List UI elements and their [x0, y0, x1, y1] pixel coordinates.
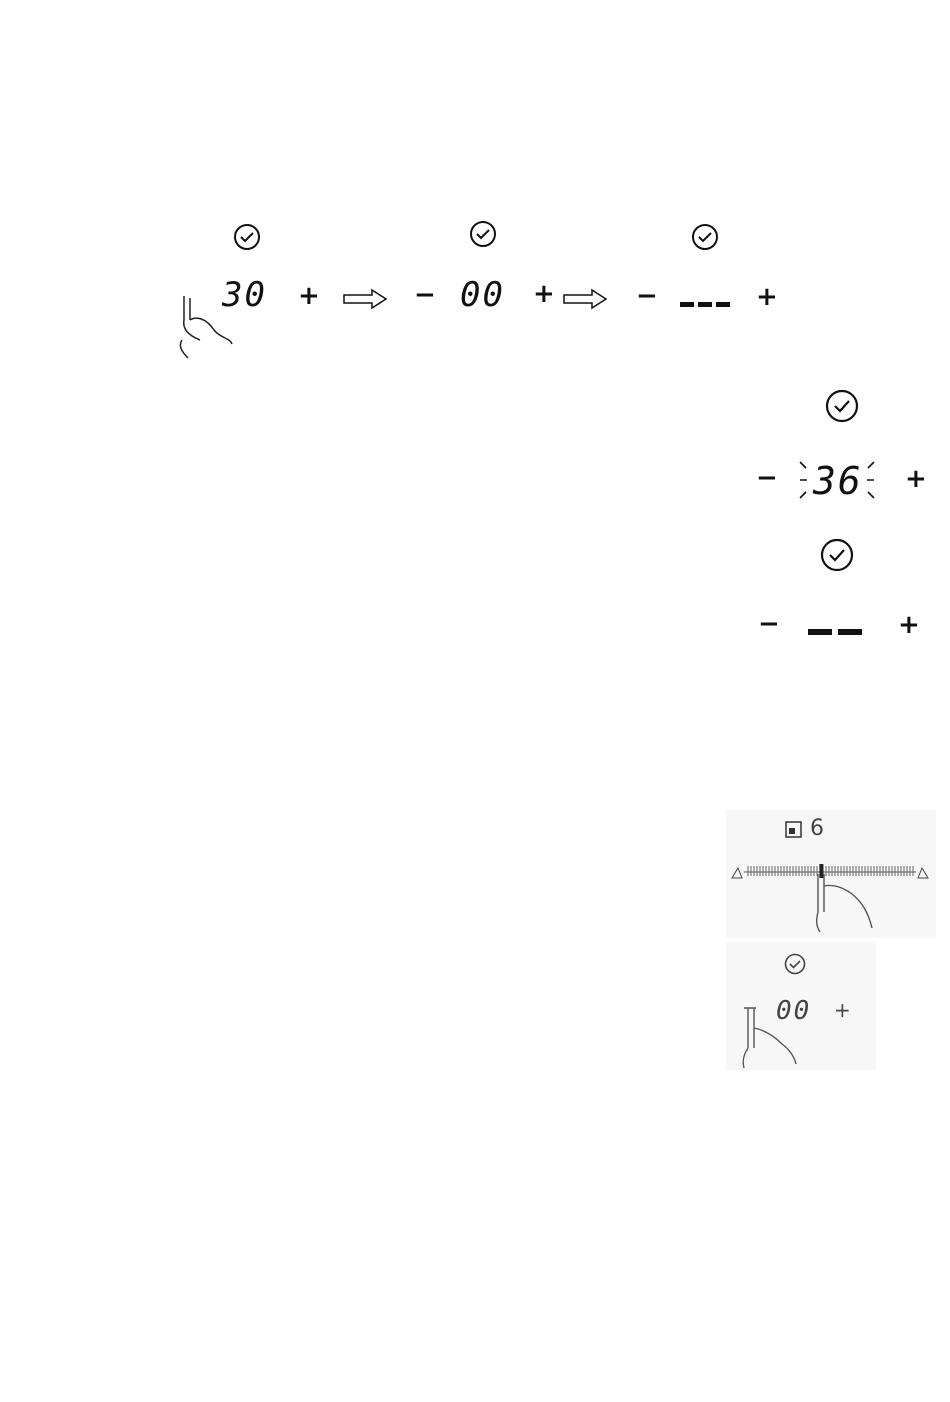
timer-display-small: 00 — [776, 996, 812, 1026]
plus-button-step2[interactable]: + — [533, 279, 555, 309]
minus-button[interactable]: − — [758, 609, 780, 639]
timer-icon — [783, 952, 807, 980]
timer-off-dashes — [680, 294, 730, 313]
arrow-right-icon — [342, 288, 390, 314]
timer-display-blinking: 36 — [813, 459, 863, 503]
timer-small-panel — [726, 942, 876, 1070]
finger-touch-icon — [736, 1004, 802, 1074]
plus-button-step3[interactable]: + — [756, 282, 778, 312]
minus-button-step2[interactable]: − — [414, 280, 436, 310]
timer-icon — [824, 388, 860, 424]
slider-panel — [726, 810, 936, 938]
plus-button[interactable]: + — [898, 610, 920, 640]
slider-min-cap — [732, 868, 742, 878]
timer-display-step2: 00 — [460, 275, 505, 315]
minus-button-step3[interactable]: − — [636, 281, 658, 311]
minus-button[interactable]: − — [756, 463, 778, 493]
power-level-value: 6 — [810, 816, 824, 841]
timer-icon — [819, 537, 855, 573]
timer-icon — [232, 222, 262, 252]
plus-button[interactable]: + — [834, 998, 851, 1022]
timer-display-step1: 30 — [222, 275, 267, 315]
timer-off-dashes — [808, 622, 864, 641]
slider-max-cap — [918, 868, 928, 878]
plus-button[interactable]: + — [905, 464, 927, 494]
cooking-zone-icon — [784, 820, 804, 844]
finger-touch-icon — [810, 872, 880, 938]
plus-button-step1[interactable]: + — [298, 281, 320, 311]
arrow-right-icon — [562, 288, 610, 314]
timer-icon — [468, 219, 498, 249]
timer-icon — [690, 222, 720, 252]
